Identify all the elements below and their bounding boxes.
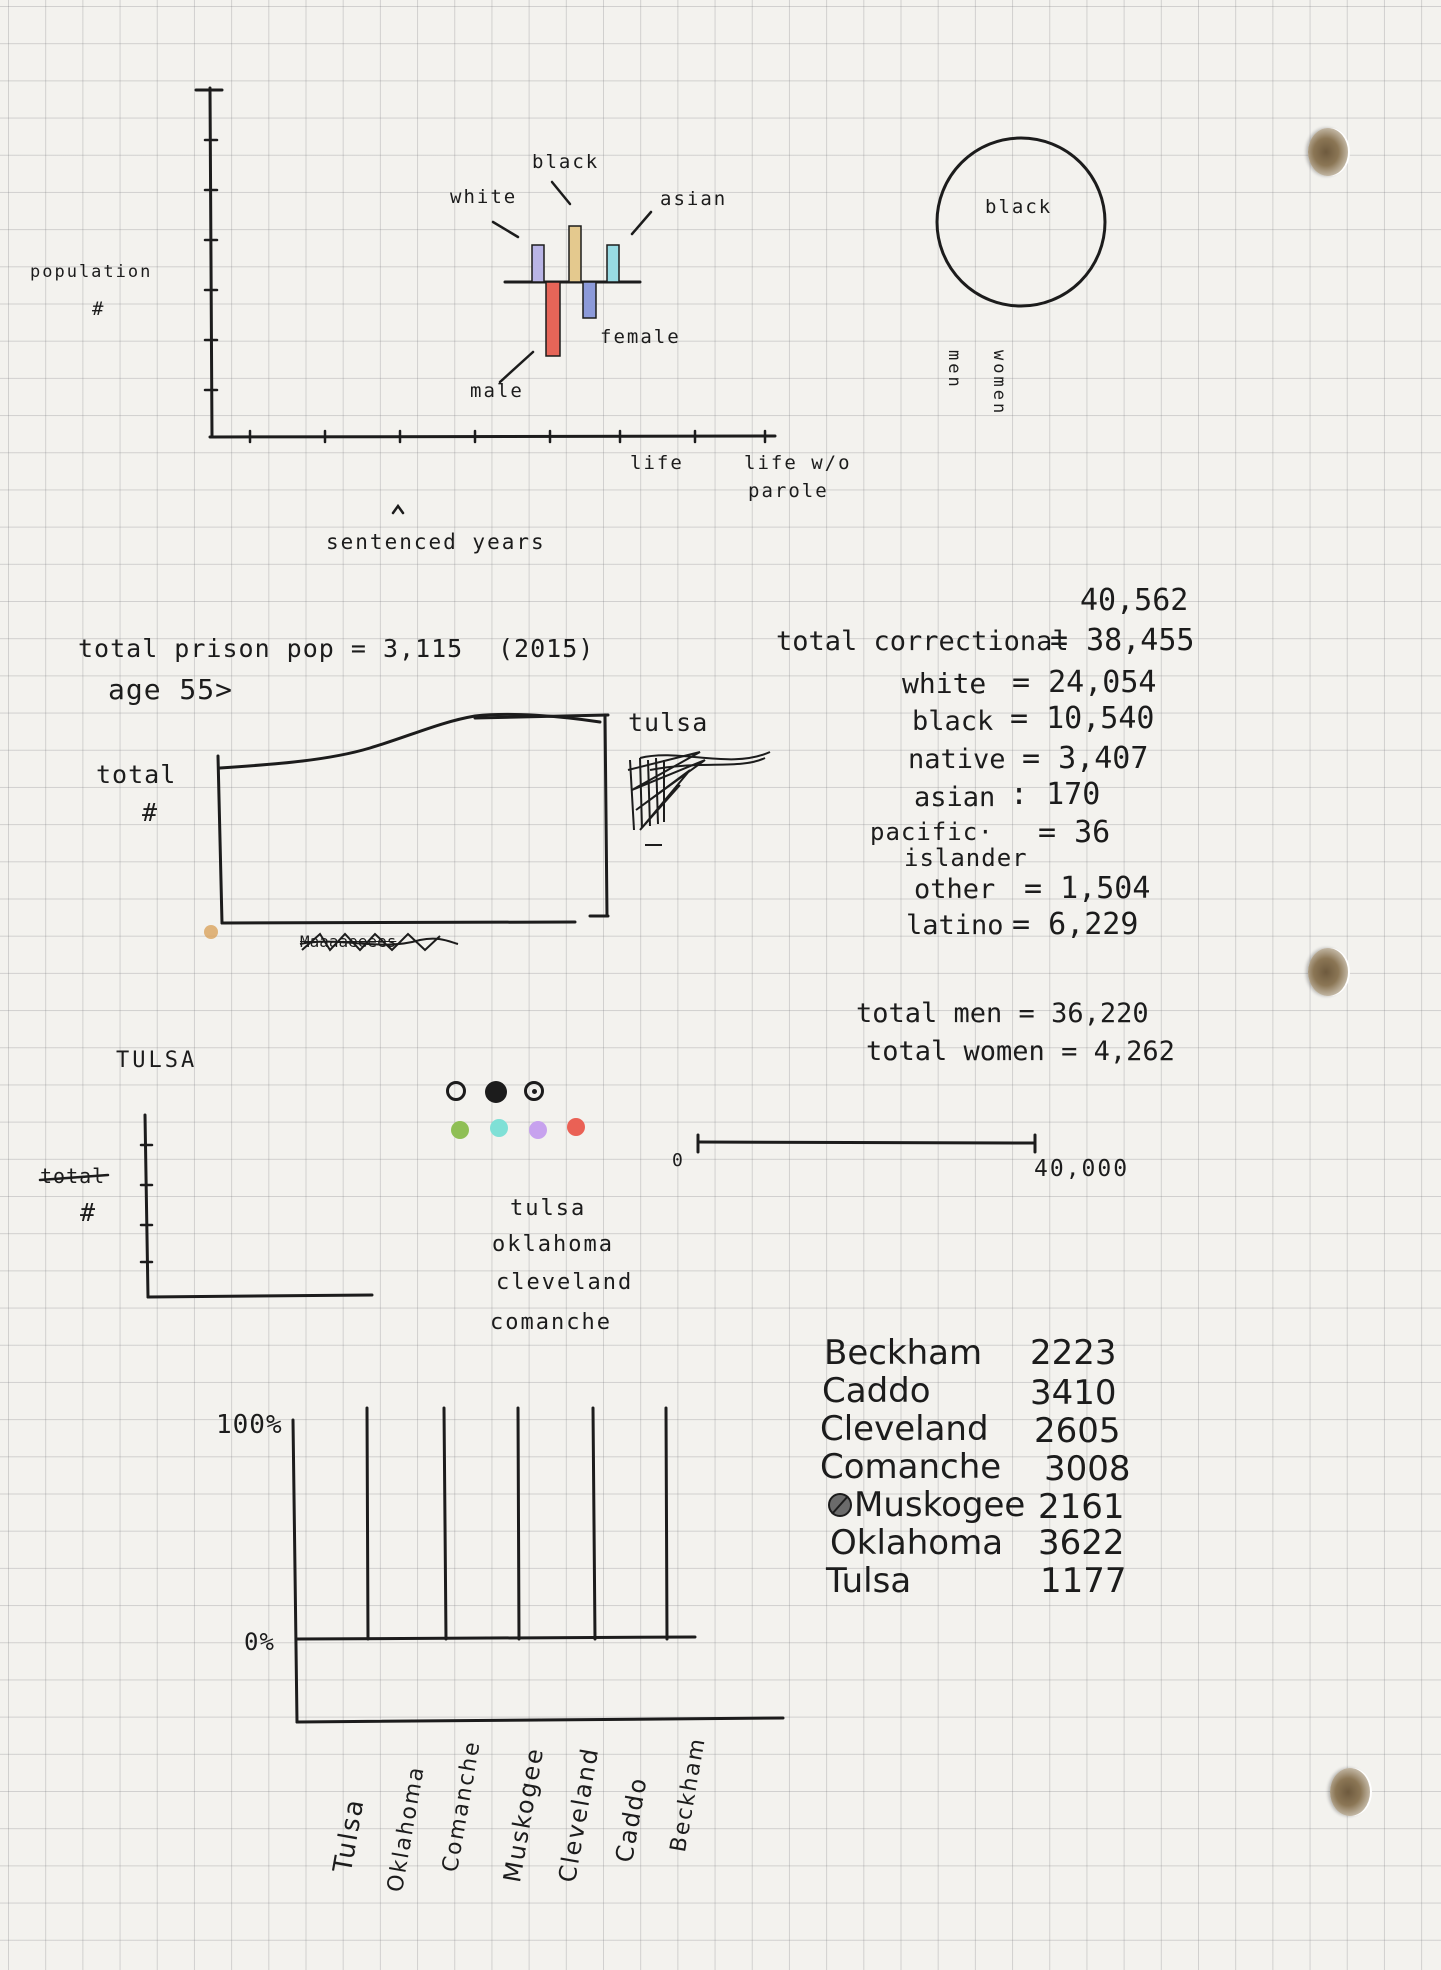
- pct-y-axis: [293, 1420, 297, 1722]
- chart1-y-unit: #: [92, 298, 106, 320]
- label-female: female: [600, 326, 681, 348]
- pct-zero-line: [297, 1637, 695, 1639]
- crossed-out-axis-label: Maaaaeeees: [300, 932, 397, 951]
- pct-column-4: [593, 1408, 595, 1639]
- pct-cat-tulsa: Tulsa: [328, 1795, 371, 1875]
- tulsa-line-label: tulsa: [628, 708, 709, 737]
- chart1-x-axis: [210, 436, 775, 437]
- row-pacific-label: pacific·: [870, 818, 994, 846]
- county-caddo: Caddo: [822, 1371, 931, 1411]
- pct-cat-comanche: Comanche: [438, 1738, 486, 1874]
- pointer-male: [500, 352, 533, 382]
- row-latino-value: = 6,229: [1012, 907, 1139, 942]
- county-caddo-value: 3410: [1030, 1373, 1117, 1413]
- county-muskogee: Muskogee: [854, 1485, 1026, 1525]
- linechart-series-line: [220, 714, 600, 768]
- chart1-y-label: population: [30, 262, 153, 282]
- swatch-red: [567, 1118, 585, 1136]
- county-tulsa-value: 1177: [1040, 1561, 1127, 1601]
- county-beckham: Beckham: [824, 1333, 983, 1373]
- county-oklahoma-value: 3622: [1038, 1523, 1125, 1563]
- swatch-teal: [490, 1119, 508, 1137]
- circle-label-women: women: [989, 350, 1009, 417]
- scribble-tally: [628, 752, 770, 845]
- total-women: total women = 4,262: [866, 1036, 1175, 1067]
- row-islander-label: islander: [904, 844, 1028, 872]
- row-native-label: native: [908, 744, 1006, 775]
- pointer-white: [493, 222, 518, 237]
- correctional-total-top: 40,562: [1080, 583, 1189, 618]
- pct-bottom-label: 0%: [244, 1628, 275, 1656]
- pct-cat-caddo: Caddo: [610, 1774, 653, 1865]
- pct-column-1: [367, 1408, 368, 1639]
- county-beckham-value: 2223: [1030, 1333, 1117, 1373]
- tulsa-y-axis: [145, 1115, 148, 1297]
- row-native-value: = 3,407: [1022, 741, 1149, 776]
- label-black: black: [532, 151, 600, 173]
- total-men: total men = 36,220: [856, 998, 1149, 1029]
- pct-cat-muskogee: Muskogee: [498, 1744, 550, 1885]
- pct-cat-beckham: Beckham: [666, 1735, 711, 1854]
- bar-white: [532, 245, 544, 282]
- linechart-x-axis: [222, 922, 575, 923]
- row-pacific-value: = 36: [1038, 815, 1111, 850]
- x-tick-life: life: [630, 452, 684, 474]
- marker-dotted-circle-icon: [524, 1081, 544, 1101]
- linechart-frame-right: [605, 715, 607, 916]
- county-comanche-value: 3008: [1044, 1449, 1131, 1489]
- pct-column-2: [444, 1408, 446, 1639]
- bar-female: [583, 282, 596, 318]
- marker-center-dot: [532, 1089, 537, 1094]
- correctional-total-value: = 38,455: [1050, 623, 1195, 658]
- legend-item-comanche: comanche: [490, 1310, 612, 1335]
- legend-item-cleveland: cleveland: [496, 1270, 634, 1295]
- bar-black: [569, 226, 581, 282]
- row-white-label: white: [902, 667, 987, 700]
- pct-cat-cleveland: Cleveland: [553, 1744, 605, 1885]
- row-asian-value: : 170: [1010, 777, 1101, 812]
- row-black-value: = 10,540: [1010, 701, 1155, 736]
- pct-x-axis: [297, 1718, 783, 1722]
- label-male: male: [470, 380, 524, 402]
- range-min: 0: [672, 1150, 684, 1171]
- county-cleveland-value: 2605: [1034, 1411, 1121, 1451]
- marker-hollow-circle-icon: [446, 1081, 466, 1101]
- row-latino-label: latino: [906, 910, 1004, 941]
- row-asian-label: asian: [914, 782, 996, 813]
- population-circle: [937, 138, 1105, 306]
- tulsa-title: TULSA: [116, 1048, 198, 1073]
- linechart-y-axis: [218, 756, 222, 923]
- sentenced-arrow: [393, 506, 403, 513]
- bar-male: [546, 282, 560, 356]
- range-max: 40,000: [1034, 1156, 1130, 1182]
- legend-item-oklahoma: oklahoma: [492, 1232, 614, 1257]
- pct-top-label: 100%: [216, 1410, 283, 1440]
- county-muskogee-value: 2161: [1038, 1487, 1125, 1527]
- swatch-green: [451, 1121, 469, 1139]
- correctional-total-label: total correctional: [776, 626, 1069, 657]
- x-tick-lwop-2: parole: [748, 480, 829, 502]
- bar-asian: [607, 245, 619, 282]
- age-line: age 55>: [108, 673, 234, 706]
- pct-column-5: [666, 1408, 667, 1639]
- x-tick-lwop-1: life w/o: [744, 452, 852, 474]
- pct-column-3: [518, 1408, 519, 1639]
- pct-cat-oklahoma: Oklahoma: [383, 1763, 430, 1894]
- label-white: white: [450, 186, 518, 208]
- tulsa-x-axis: [148, 1295, 372, 1297]
- linechart-y-label: total: [96, 760, 177, 789]
- muskogee-scribble: [829, 1494, 851, 1516]
- tulsa-y-label: total: [40, 1164, 106, 1188]
- label-asian: asian: [660, 188, 728, 210]
- county-tulsa: Tulsa: [826, 1561, 912, 1601]
- linechart-y-unit: #: [142, 798, 159, 827]
- summary-year: (2015): [498, 634, 595, 663]
- range-line: [698, 1142, 1035, 1143]
- county-cleveland: Cleveland: [820, 1409, 989, 1449]
- origin-dot: [204, 925, 218, 939]
- row-other-label: other: [914, 874, 996, 905]
- chart1-x-label: sentenced years: [326, 530, 546, 554]
- county-comanche: Comanche: [820, 1447, 1002, 1487]
- legend-item-tulsa: tulsa: [510, 1196, 587, 1221]
- tulsa-y-unit: #: [80, 1198, 97, 1227]
- county-oklahoma: Oklahoma: [830, 1523, 1004, 1563]
- pointer-asian: [632, 212, 651, 234]
- total-prison-line: total prison pop = 3,115: [78, 634, 464, 663]
- row-other-value: = 1,504: [1024, 871, 1151, 906]
- swatch-purple: [529, 1121, 547, 1139]
- marker-filled-circle-icon: [485, 1081, 507, 1103]
- circle-label: black: [985, 196, 1053, 218]
- pointer-black: [552, 182, 570, 204]
- circle-label-men: men: [944, 350, 964, 390]
- row-white-value: = 24,054: [1012, 665, 1157, 700]
- row-black-label: black: [912, 706, 994, 737]
